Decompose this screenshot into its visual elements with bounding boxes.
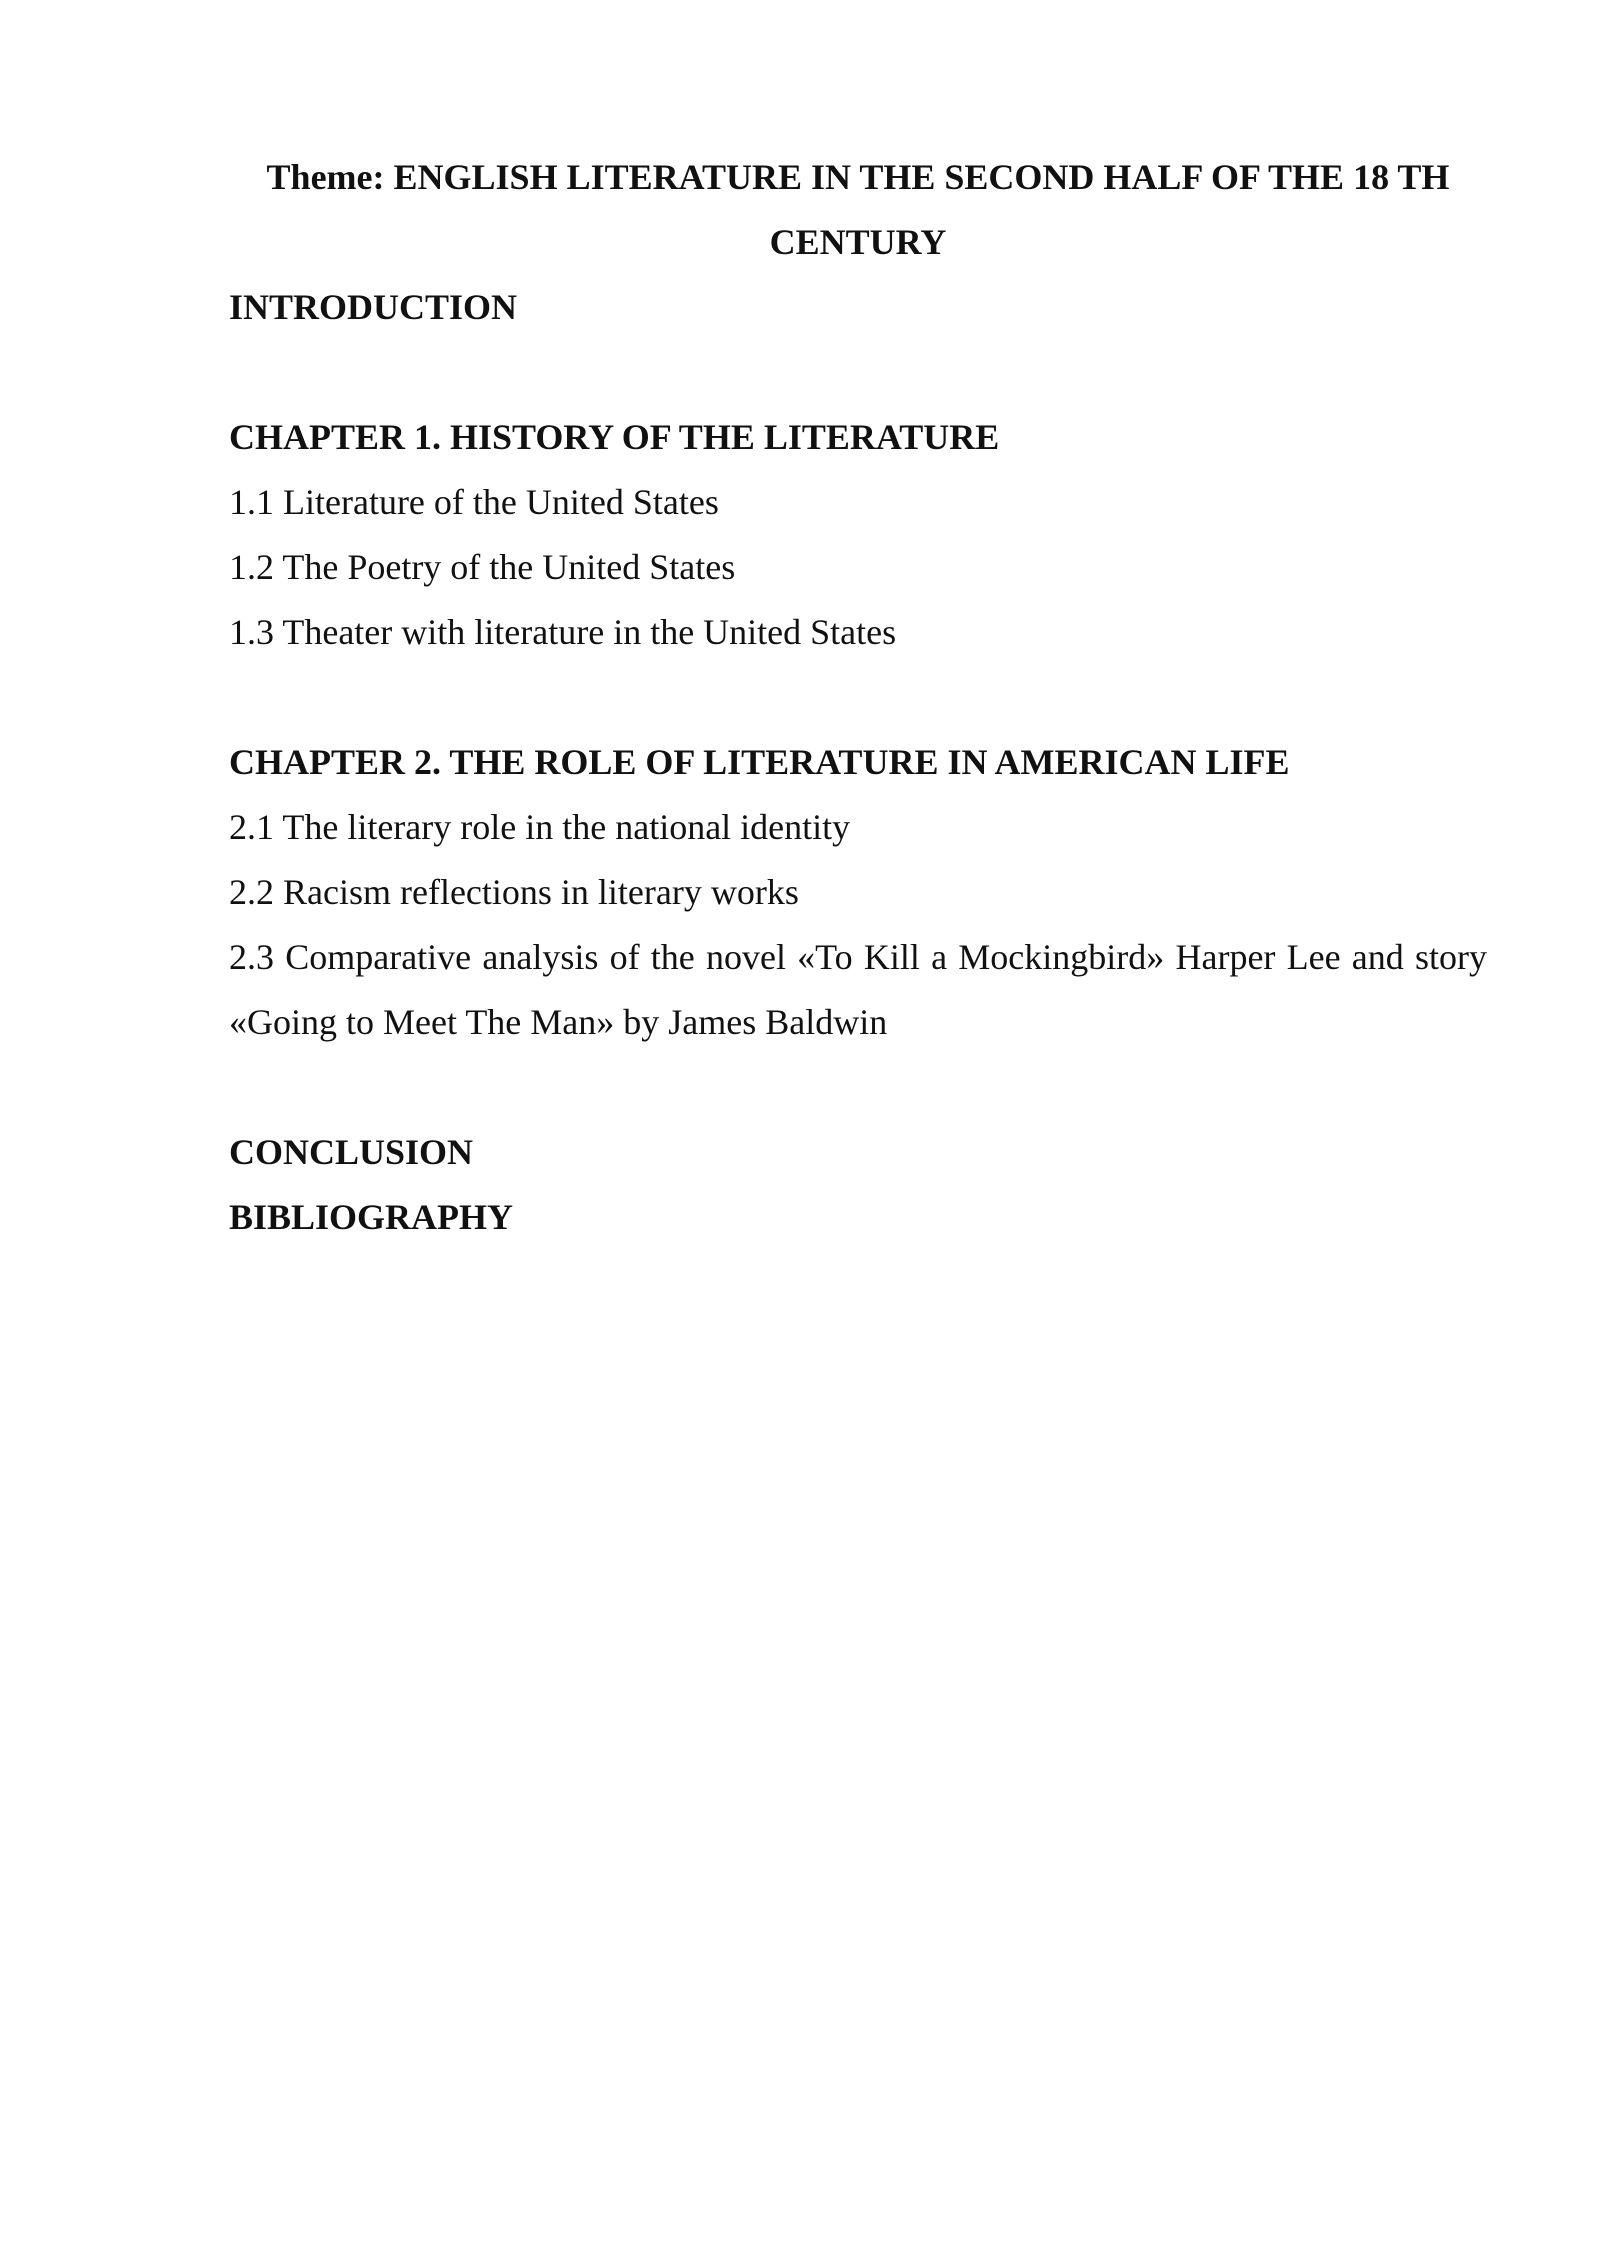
toc-item-1-2: 1.2 The Poetry of the United States — [229, 547, 736, 587]
toc-item-2-1: 2.1 The literary role in the national identity — [229, 807, 851, 847]
spacer — [229, 665, 1487, 730]
toc-item-2-3: 2.3 Comparative analysis of the novel «To Kill a Mockingbird» Harper Lee and story «Going to Meet The Man» by James Baldwin — [229, 937, 1487, 1042]
toc-item-2-2: 2.2 Racism reflections in literary works — [229, 872, 799, 912]
toc-item-1-1: 1.1 Literature of the United States — [229, 482, 719, 522]
toc-chapter-1-heading: CHAPTER 1. HISTORY OF THE LITERATURE — [229, 417, 1000, 457]
toc-item-1-3: 1.3 Theater with literature in the United States — [229, 612, 897, 652]
document-title-line-2: CENTURY — [769, 222, 947, 262]
toc-conclusion: CONCLUSION — [229, 1132, 474, 1172]
spacer — [229, 340, 1487, 405]
document-title-line-1: Theme: ENGLISH LITERATURE IN THE SECOND HALF OF THE 18 TH — [266, 157, 1450, 197]
table-of-contents — [229, 145, 1487, 1250]
toc-bibliography: BIBLIOGRAPHY — [229, 1197, 514, 1237]
toc-introduction: INTRODUCTION — [229, 287, 518, 327]
spacer — [229, 1055, 1487, 1120]
toc-chapter-2-heading: CHAPTER 2. THE ROLE OF LITERATURE IN AMERICAN LIFE — [229, 742, 1290, 782]
